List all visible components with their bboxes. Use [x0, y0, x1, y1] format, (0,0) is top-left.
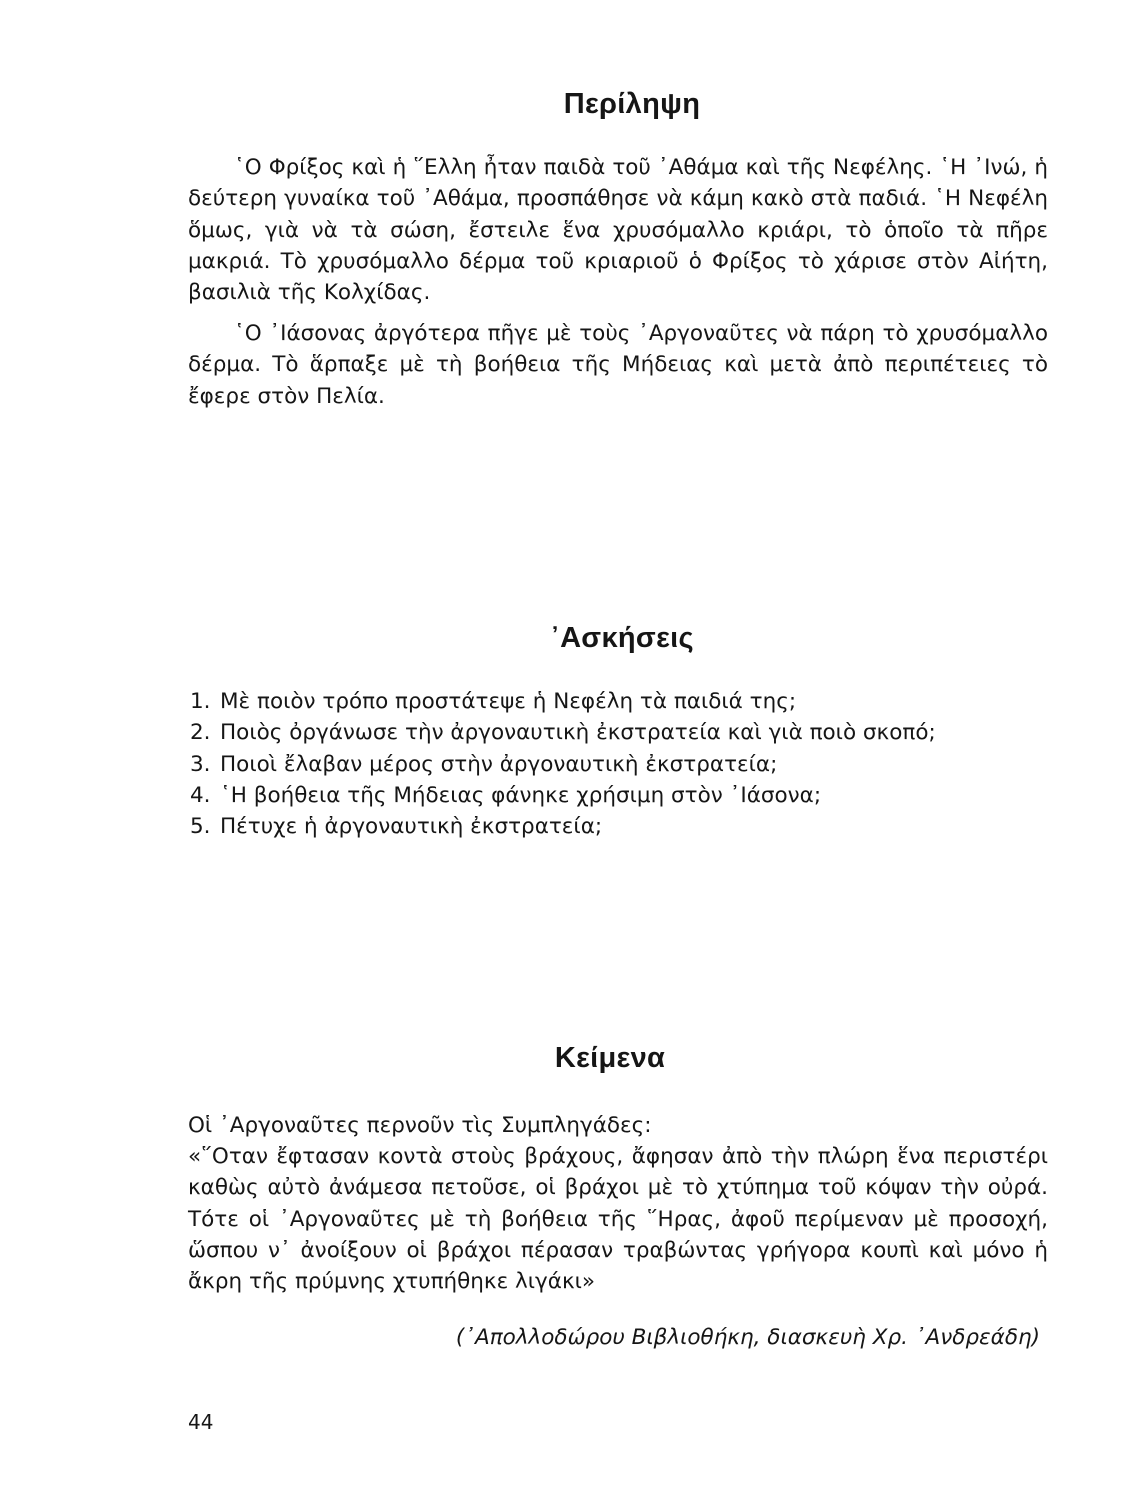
exercise-text: Πέτυχε ἡ ἀργοναυτικὴ ἐκστρατεία; — [220, 814, 603, 840]
exercise-number: 4. — [190, 782, 211, 808]
exercise-text: Ποιοὶ ἔλαβαν μέρος στὴν ἀργοναυτικὴ ἐκστρατεία; — [220, 751, 778, 777]
exercise-list — [190, 686, 1050, 842]
list-item — [190, 717, 1050, 748]
exercise-number: 2. — [190, 720, 211, 746]
exercises-heading: ᾿Ασκήσεις — [550, 622, 694, 654]
exercise-number: 3. — [190, 751, 211, 777]
exercise-text: Μὲ ποιὸν τρόπο προστάτεψε ἡ Νεφέλη τὰ παιδιά της; — [220, 689, 797, 714]
summary-paragraph-1: ῾Ο Φρίξος καὶ ἡ ῞Ελλη ἦταν παιδὰ τοῦ ᾿Αθάμα καὶ τῆς Νεφέλης. ῾Η ᾿Ινώ, ἡ δεύτερη γυναίκα τοῦ ᾿Αθάμα, προσπάθησε νὰ κάμη κακὸ στὰ παδιά. ῾Η Νεφέλη ὅμως, γιὰ νὰ τὰ σώση, ἔστειλε ἕνα χρυσόμαλλο κριάρι, τὸ ὁποῖο τὰ πῆρε μακριά. Τὸ χρυσόμαλλο δέρμα τοῦ κριαριοῦ ὁ Φρίξος τὸ χάρισε στὸν Αἰήτη, βασιλιὰ τῆς Κολχίδας. — [188, 155, 1048, 306]
list-item — [190, 749, 1050, 780]
list-item — [190, 686, 1050, 717]
exercise-number: 1. — [190, 689, 211, 714]
summary-paragraph-2: ῾Ο ᾿Ιάσονας ἀργότερα πῆγε μὲ τοὺς ᾿Αργοναῦτες νὰ πάρη τὸ χρυσόμαλλο δέρμα. Τὸ ἅρπαξε μὲ τὴ βοήθεια τῆς Μήδειας καὶ μετὰ ἀπὸ περιπέτειες τὸ ἔφερε στὸν Πελία. — [188, 321, 1048, 409]
exercise-text: Ποιὸς ὀργάνωσε τὴν ἀργοναυτικὴ ἐκστρατεία καὶ γιὰ ποιὸ σκοπό; — [220, 720, 936, 746]
texts-heading: Κείμενα — [554, 1042, 666, 1074]
exercise-number: 5. — [190, 814, 211, 840]
page-number: 44 — [188, 1410, 214, 1434]
texts-quote: «῞Οταν ἔφτασαν κοντὰ στοὺς βράχους, ἄφησαν ἀπὸ τὴν πλώρη ἕνα περιστέρι καθὼς αὐτὸ ἀνάμεσα πετοῦσε, οἱ βράχοι μὲ τὸ χτύπημα τοῦ κόψαν τὴν οὐρά. Τότε οἱ ᾿Αργοναῦτες μὲ τὴ βοήθεια τῆς ῞Ηρας, ἀφοῦ περίμεναν μὲ προσοχή, ὥσπου ν᾿ ἀνοίξουν οἱ βράχοι πέρασαν τραβώντας γρήγορα κουπὶ καὶ μόνο ἡ ἄκρη τῆς πρύμνης χτυπήθηκε λιγάκι» — [188, 1144, 1048, 1295]
summary-heading: Περίληψη — [563, 88, 701, 120]
texts-intro: Οἱ ᾿Αργοναῦτες περνοῦν τὶς Συμπληγάδες: — [188, 1113, 652, 1138]
list-item — [190, 811, 1050, 842]
list-item — [190, 780, 1050, 811]
texts-source-citation: (᾿Απολλοδώρου Βιβλιοθήκη, διασκευὴ Χρ. ᾿Ανδρεάδη) — [455, 1325, 1040, 1350]
exercise-text: ῾Η βοήθεια τῆς Μήδειας φάνηκε χρήσιμη στὸν ᾿Ιάσονα; — [220, 782, 822, 808]
